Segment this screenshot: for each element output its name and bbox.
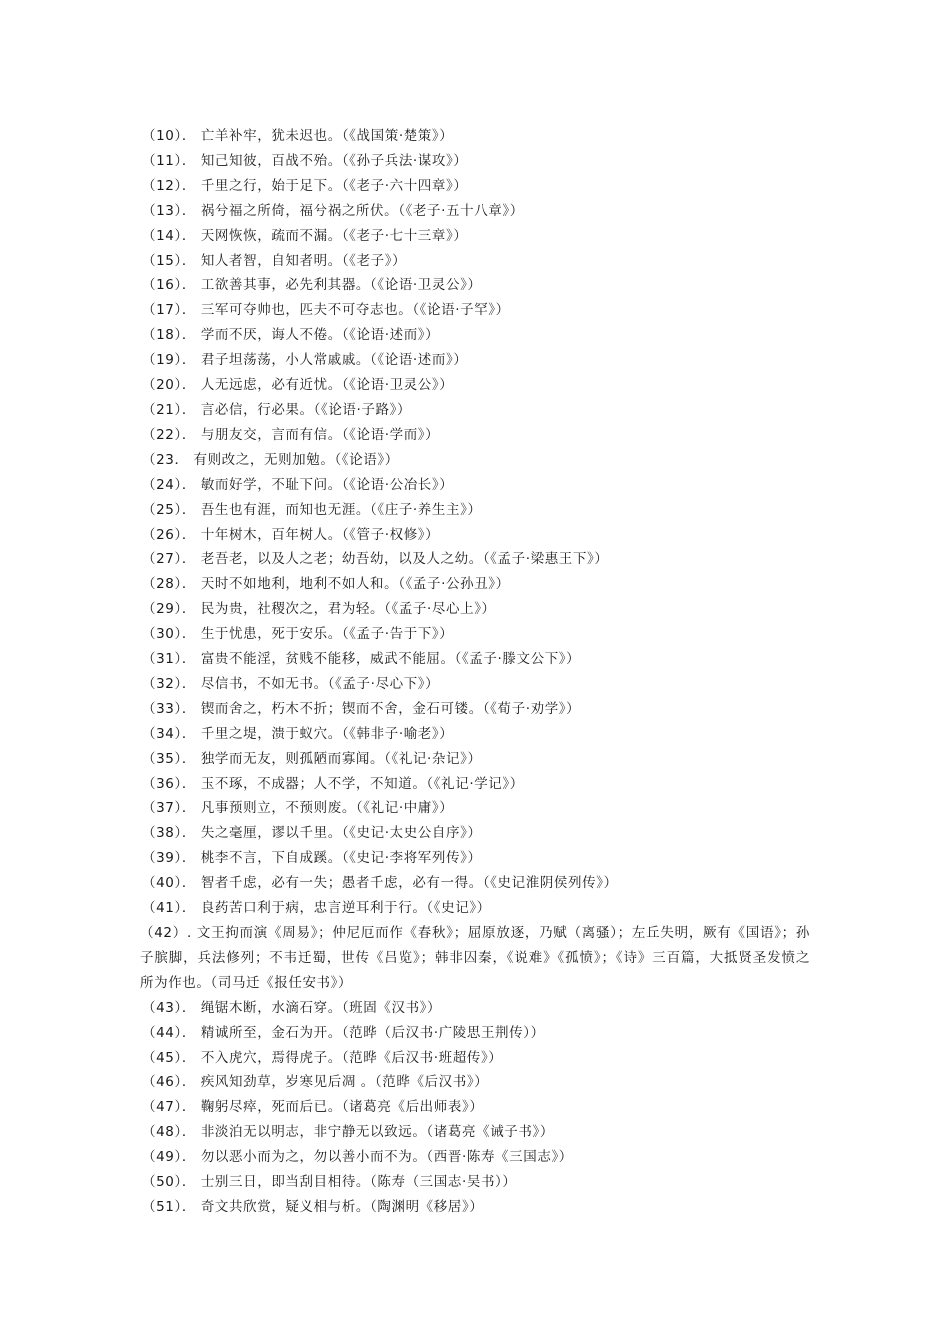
document-page [142,124,814,1220]
quote-line-36: （36）． 玉不琢，不成器；人不学，不知道。（《礼记·学记》） [142,775,524,792]
quote-line-39: （39）． 桃李不言，下自成蹊。（《史记·李将军列传》） [142,850,482,867]
quote-line-49: （49）． 勿以恶小而为之，勿以善小而不为。（西晋·陈寿《三国志》） [142,1149,573,1166]
quote-line-19: （19）． 君子坦荡荡，小人常戚戚。（《论语·述而》） [142,352,468,369]
quote-line-26: （26）． 十年树木，百年树人。（《管子·权修》） [142,526,440,543]
quote-line-20: （20）． 人无远虑，必有近忧。（《论语·卫灵公》） [142,377,454,394]
quote-line-29: （29）． 民为贵，社稷次之，君为轻。（《孟子·尽心上》） [142,601,496,618]
quote-line-40: （40）． 智者千虑，必有一失；愚者千虑，必有一得。（《史记淮阴侯列传》） [142,875,618,892]
quote-line-32: （32）． 尽信书，不如无书。（《孟子·尽心下》） [142,675,440,692]
quote-line-22: （22）． 与朋友交，言而有信。（《论语·学而》） [142,426,440,443]
quote-line-13: （13）． 祸兮福之所倚，福兮祸之所伏。（《老子·五十八章》） [142,202,524,219]
quote-line-43: （43）． 绳锯木断，水滴石穿。（班固《汉书》） [142,999,442,1016]
quote-line-46: （46）． 疾风知劲草，岁寒见后凋 。（范晔《后汉书》） [142,1074,489,1091]
quote-line-18: （18）． 学而不厌，诲人不倦。（《论语·述而》） [142,327,440,344]
quote-line-25: （25）． 吾生也有涯，而知也无涯。（《庄子·养生主》） [142,501,482,518]
quote-line-10: （10）． 亡羊补牢，犹未迟也。（《战国策·楚策》） [142,128,454,144]
quote-line-34: （34）． 千里之堤，溃于蚁穴。（《韩非子·喻老》） [142,725,454,742]
quote-line-15: （15）． 知人者智，自知者明。（《老子》） [142,252,407,269]
quote-line-24: （24）． 敏而好学，不耻下问。（《论语·公冶长》） [142,476,454,493]
quote-line-41: （41）． 良药苦口利于病，忠言逆耳利于行。（《史记》） [142,900,491,917]
quote-line-17: （17）． 三军可夺帅也，匹夫不可夺志也。（《论语·子罕》） [142,302,510,319]
quote-line-48: （48）． 非淡泊无以明志，非宁静无以致远。（诸葛亮《诫子书》） [142,1124,554,1141]
quote-line-31: （31）． 富贵不能淫，贫贱不能移，威武不能屈。（《孟子·滕文公下》） [142,651,581,668]
quote-paragraph-42: （42）. 文王拘而演《周易》；仲尼厄而作《春秋》；屈原放逐，乃赋（离骚）；左丘失明，厥有《国语》；孙子膑脚，兵法修列；不韦迁蜀，世传《吕览》；韩非囚秦，《说难》《孤愤》；《诗》三百篇，大抵贤圣发愤之所为作也。（司马迁《报任安书》） [140,925,810,991]
quote-line-14: （14）． 天网恢恢，疏而不漏。（《老子·七十三章》） [142,227,468,244]
quote-line-45: （45）． 不入虎穴，焉得虎子。（范晔《后汉书·班超传》） [142,1049,503,1066]
quote-line-12: （12）． 千里之行，始于足下。（《老子·六十四章》） [142,177,468,194]
quote-line-11: （11）． 知己知彼，百战不殆。（《孙子兵法·谋攻》） [142,152,468,169]
quote-line-28: （28）． 天时不如地利，地利不如人和。（《孟子·公孙丑》） [142,576,510,593]
quote-line-37: （37）． 凡事预则立，不预则废。（《礼记·中庸》） [142,800,454,817]
quote-line-35: （35）． 独学而无友，则孤陋而寡闻。（《礼记·杂记》） [142,750,482,767]
quote-line-44: （44）． 精诚所至，金石为开。（范晔（后汉书·广陵思王荆传）） [142,1024,545,1041]
quote-line-38: （38）． 失之毫厘，谬以千里。（《史记·太史公自序》） [142,825,482,842]
quote-line-30: （30）． 生于忧患，死于安乐。（《孟子·告于下》） [142,626,454,643]
quote-line-16: （16）． 工欲善其事，必先利其器。（《论语·卫灵公》） [142,277,482,294]
quote-line-51: （51）． 奇文共欣赏，疑义相与析。（陶渊明《移居》） [142,1198,484,1215]
quote-line-21: （21）． 言必信，行必果。（《论语·子路》） [142,401,412,418]
quote-line-23: （23． 有则改之，无则加勉。（《论语》） [142,451,399,468]
quote-line-47: （47）． 鞠躬尽瘁，死而后已。（诸葛亮《后出师表》） [142,1099,484,1116]
quote-line-50: （50）． 士别三日，即当刮目相待。（陈寿（三国志·吴书）） [142,1174,517,1191]
quote-line-33: （33）． 锲而舍之，朽木不折；锲而不舍，金石可镂。（《荀子·劝学》） [142,700,581,717]
quote-line-27: （27）． 老吾老，以及人之老；幼吾幼，以及人之幼。（《孟子·梁惠王下》） [142,551,609,568]
